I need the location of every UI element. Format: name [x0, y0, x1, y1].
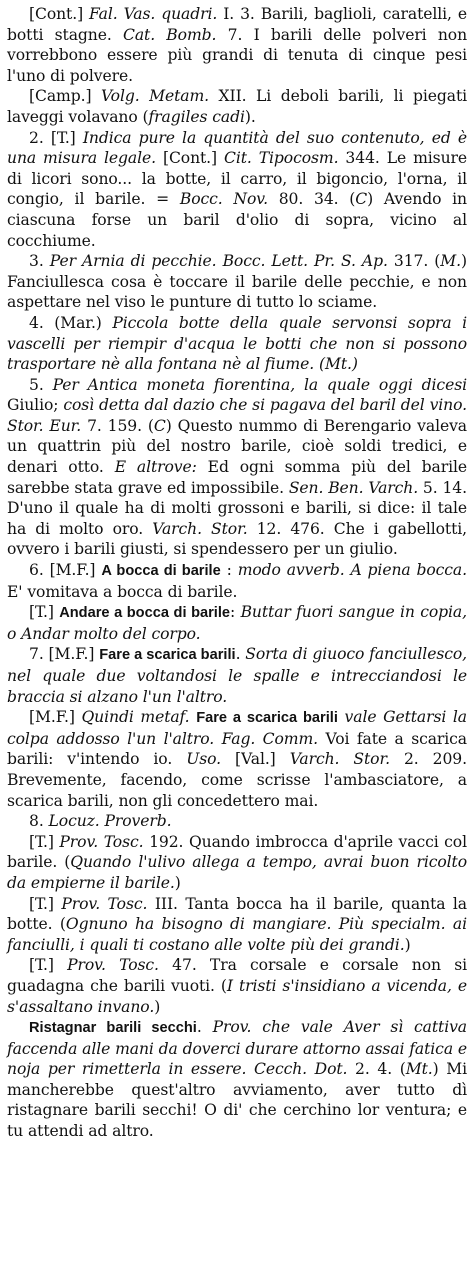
text-run: Varch. Stor.: [289, 750, 390, 769]
entry-ristagnar: [7, 1017, 467, 1142]
text-run: 5. 14. D'uno il quale ha di molti grossoni e barili, si dice: il tale ha di molto oro.: [7, 478, 467, 538]
text-run: [Cont.]: [155, 149, 224, 168]
text-run: 7. [M.F.]: [29, 645, 100, 664]
text-run: fragiles cadi: [148, 107, 245, 126]
text-run: XII. Li deboli barili, li piegati laveggi volavano (: [7, 87, 468, 126]
text-run: Per Antica moneta fiorentina, la quale oggi dicesi: [52, 375, 467, 394]
text-run: Uso.: [186, 750, 222, 769]
text-run: ): [404, 935, 411, 954]
text-run: C: [153, 416, 166, 435]
text-run: modo avverb. A piena bocca.: [237, 561, 467, 580]
text-run: Volg. Metam.: [100, 87, 210, 106]
text-run: 2. 4. (: [347, 1060, 406, 1079]
text-run: ) Mi mancherebbe quest'altro avviamento, aver tutto dì ristagnare barili secchi! O di' che cerchino lor ventura; e tu attendi ad altro.: [7, 1060, 467, 1141]
text-run: E' vomitava a bocca di barile.: [7, 582, 238, 601]
text-run: :: [220, 561, 238, 580]
text-run: Buttar fuori sangue in copia, o Andar molto del corpo.: [7, 603, 467, 643]
text-run: 5.: [29, 375, 53, 394]
text-run: Bocc. Nov.: [179, 190, 268, 209]
text-run: [Camp.]: [29, 87, 101, 106]
text-run: Per Arnia di pecchie. Bocc. Lett. Pr. S. Ap.: [49, 252, 388, 271]
text-run: Ristagnar barili secchi: [29, 1020, 197, 1037]
text-run: Prov. Tosc.: [59, 832, 144, 851]
text-run: Sorta di giuoco fanciullesco, nel quale due voltandosi le spalle e intrecciandosi le braccia si alzano l'un l'altro.: [7, 645, 468, 706]
text-run: ) Avendo in ciascuna forse un baril d'olio di sopra, vicino al cocchiume.: [7, 190, 467, 250]
text-run: 2. 209. Brevemente, facendo, come scrisse l'ambasciatore, a scarica barili, non gli concedettero mai.: [7, 750, 467, 810]
text-run: Quando l'ulivo allega a tempo, avrai buon ricolto da empierne il barile.: [7, 853, 467, 892]
text-run: 80. 34. (: [267, 190, 356, 209]
text-run: 7. 159. (: [81, 416, 154, 435]
entry-cont-fal-vas: [7, 4, 467, 86]
text-run: III. Tanta bocca ha il barile, quanta la botte. (: [7, 894, 467, 934]
text-run: I tristi s'insidiano a vicenda, e s'assaltano invano.: [7, 976, 468, 1016]
text-run: Cit. Tipocosm.: [224, 149, 339, 168]
sense-3: [7, 251, 467, 313]
text-run: Indica pure la quantità del suo contenuto, ed è una misura legale.: [7, 128, 467, 168]
text-run: 7. I barili delle polveri non vorrebbono essere più grandi di tenuta di cinque pesi l'uno di polvere.: [7, 25, 468, 85]
text-run: Prov. Tosc.: [67, 956, 159, 975]
text-run: [338, 708, 345, 726]
text-run: Quindi metaf.: [81, 708, 190, 727]
text-run: :: [230, 603, 241, 622]
sense-2: [7, 128, 467, 252]
text-run: Cat. Bomb.: [123, 25, 217, 44]
text-run: vale Gettarsi la colpa addosso l'un l'altro. Fag. Comm.: [7, 708, 468, 748]
text-run: .: [196, 1018, 213, 1037]
text-run: Sen. Ben. Varch.: [288, 478, 419, 497]
text-run: 3.: [29, 252, 50, 271]
text-run: 4. (Mar.): [29, 313, 113, 332]
text-run: 2. [T.]: [29, 128, 83, 147]
text-run: 317. (: [387, 252, 441, 271]
text-run: ).: [244, 107, 256, 126]
sense-7: [7, 644, 467, 707]
text-run: 8.: [29, 812, 49, 831]
text-run: così detta dal dazio che si pagava del baril del vino. Stor. Eur.: [7, 396, 467, 435]
text-run: [T.]: [29, 603, 60, 622]
text-run: M.: [440, 252, 462, 271]
text-run: [T.]: [29, 894, 62, 913]
text-run: Piccola botte della quale servonsi sopra i vascelli per riempir d'acqua le botti che non si possono trasportare nè alla fontana nè al fiume. (Mt.): [7, 313, 467, 374]
text-run: [Val.]: [221, 750, 290, 769]
text-run: A bocca di barile: [101, 563, 221, 580]
text-run: Fal. Vas. quadri.: [89, 5, 218, 23]
proverb-192: [7, 832, 467, 894]
sense-6: [7, 560, 467, 602]
text-run: Voi fate a scarica barili: v'intendo io.: [7, 729, 467, 769]
sense-4: [7, 313, 467, 375]
text-run: ): [174, 873, 181, 892]
text-run: 47. Tra corsale e corsale non si guadagna che barili vuoti. (: [7, 956, 467, 995]
text-run: E altrove:: [114, 458, 197, 477]
text-run: C: [355, 190, 368, 209]
text-run: ) Questo nummo di Berengario valeva un quattrin più del nostro barile, cioè soldi tredici, e denari otto.: [7, 416, 467, 477]
text-run: Giulio;: [7, 396, 64, 415]
text-run: Mt.: [405, 1060, 433, 1079]
text-run: Ed ogni somma più del barile sarebbe stata grave ed impossibile.: [7, 458, 468, 497]
sense-5: [7, 375, 467, 560]
text-run: Locuz. Proverb.: [48, 812, 172, 831]
entry-camp-volg: [7, 86, 467, 127]
proverb-47: [7, 955, 467, 1017]
text-run: [Cont.]: [29, 5, 90, 23]
text-run: Prov. che vale Aver sì cattiva faccenda alle mani da doverci durare attorno assai fatica e noja per rimetterla in essere. Cecch. Dot.: [7, 1018, 468, 1079]
text-run: Andare a bocca di barile: [59, 605, 231, 622]
text-run: I. 3. Barili, baglioli, caratelli, e botti stagne.: [7, 5, 467, 44]
sense-8: [7, 811, 467, 832]
proverb-iii: [7, 894, 467, 956]
text-run: Fare a scarica barili: [99, 647, 236, 664]
text-run: Varch. Stor.: [152, 519, 248, 538]
text-run: Fare a scarica barili: [196, 710, 338, 727]
text-run: .: [235, 645, 246, 664]
text-run: Ognuno ha bisogno di mangiare. Più specialm. ai fanciulli, i quali ti costano alle volte più dei grandi.: [7, 915, 467, 954]
text-run: Prov. Tosc.: [61, 894, 148, 913]
entry-quindi-metaf: [7, 707, 467, 811]
entry-andare-a-bocca: [7, 602, 467, 644]
text-run: [T.]: [29, 832, 60, 851]
text-run: [T.]: [29, 956, 68, 975]
text-run: 192. Quando imbrocca d'aprile vacci col barile. (: [7, 832, 467, 872]
text-run: ): [154, 997, 161, 1016]
text-run: 6. [M.F.]: [29, 561, 102, 580]
text-run: ) Fanciullesca cosa è toccare il barile delle pecchie, e non aspettare nel viso le punture di tutto lo sciame.: [7, 252, 467, 312]
text-run: 344. Le misure di licori sono... la botte, il carro, il bigoncio, l'orna, il congio, il barile. =: [7, 149, 467, 209]
text-run: [M.F.]: [29, 708, 82, 727]
text-run: 12. 476. Che i gabellotti, ovvero i barili giusti, si spendessero per un giulio.: [7, 519, 468, 559]
